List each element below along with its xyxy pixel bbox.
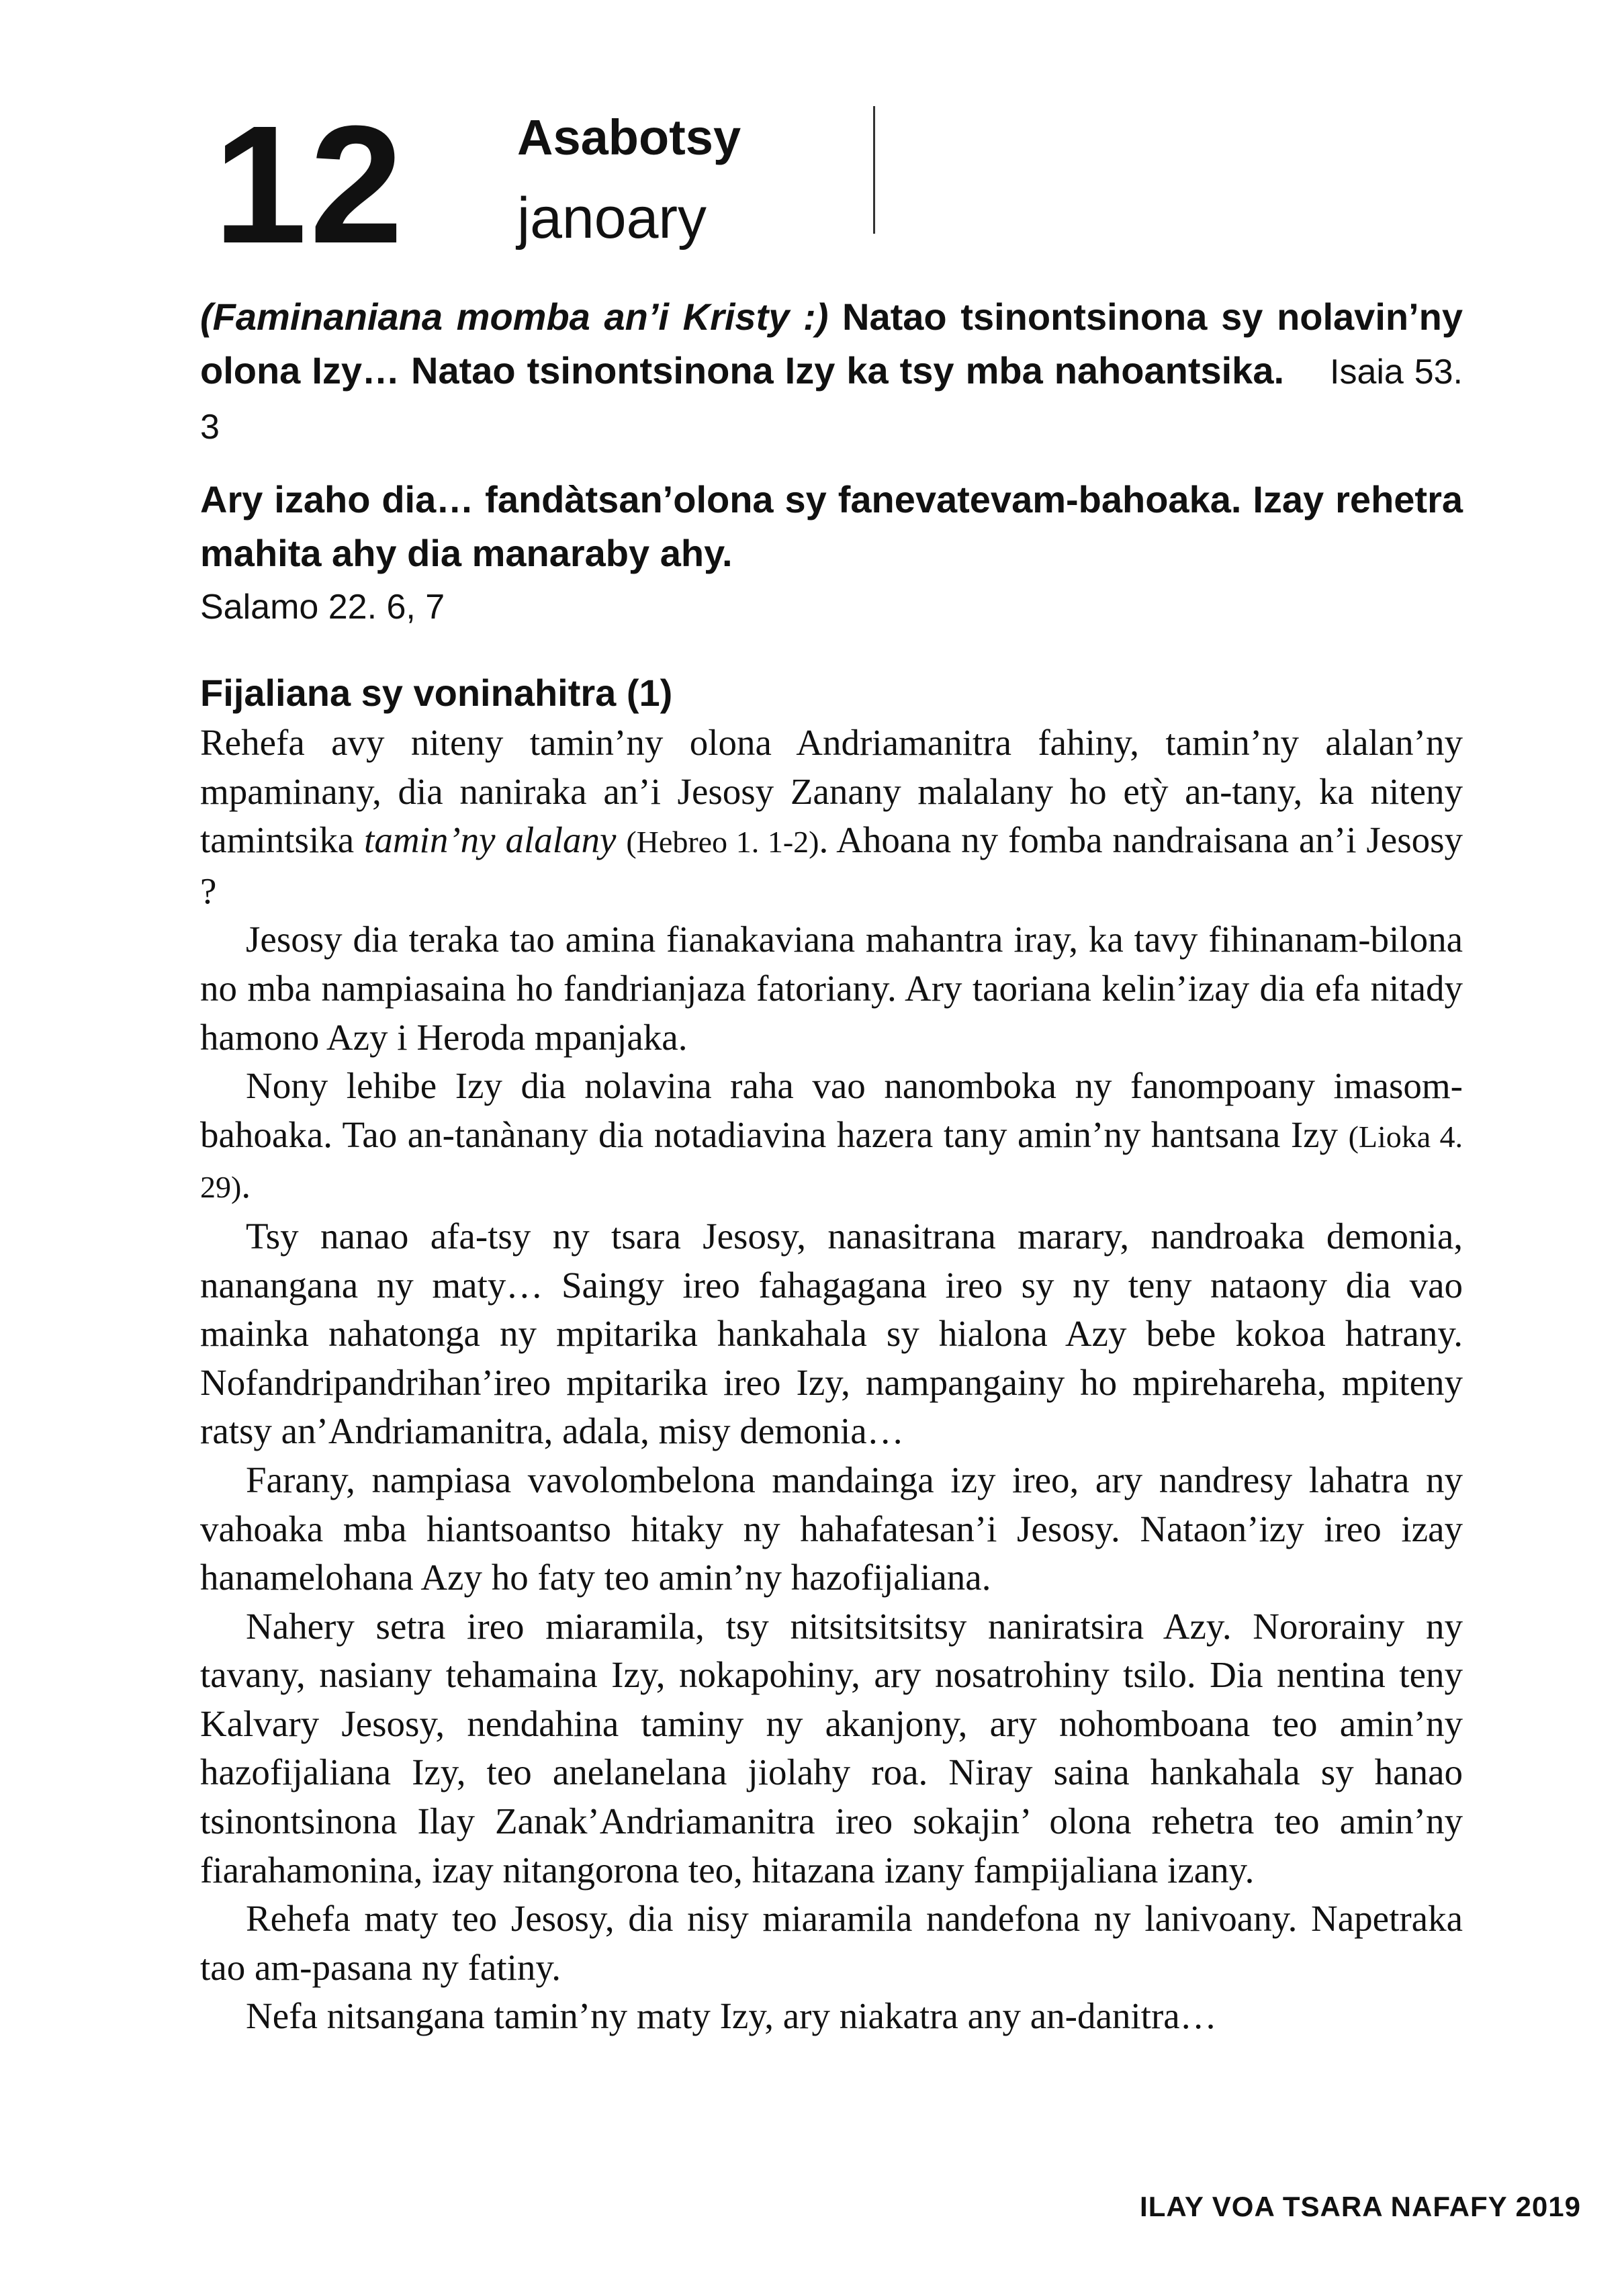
emphasis: tamin’ny alalany [364,819,617,861]
paragraph-4: Tsy nanao afa-tsy ny tsara Jesosy, nanasitrana marary, nandroaka demonia, nanangana ny maty… Saingy ireo fahagagana ireo sy ny teny nataony dia vao mainka nahatonga ny mpitarika hankahala sy hialona Azy bebe kokoa hatrany. Nofandripandrihan’ireo mpitarika ireo Izy, nampangainy ho mpireharehа, mpiteny ratsy an’Andriamanitra, adala, misy demonia… [200,1215,1463,1452]
verse-1-intro: (Faminaniana momba an’i Kristy :) [200,295,829,338]
day-number: 12 [214,91,406,278]
scripture-reference: (Hebreo 1. 1-2) [626,825,819,860]
paragraph-3: Nony lehibe Izy dia nolavina raha vao nanomboka ny fanompoany imasom-bahoaka. Tao an-tanànany dia notadiavina hazera tany amin’ny hantsana Izy (Lioka 4. 29). [200,1065,1463,1206]
verse-2 [200,473,1463,634]
verse-2-text: Ary izaho dia… fandàtsan’olona sy fanevatevam-bahoaka. Izay rehetra mahita ahy dia manaraby ahy. [200,478,1463,574]
paragraph-6: Nahery setra ireo miaramila, tsy nitsitsitsitsy naniratsira Azy. Nororainy ny tavany, nasiany tehamaina Izy, nokapohiny, ary nosatrohiny tsilo. Dia nentina teny Kalvary Jesosy, nendahina taminy ny akanjony, ary nohomboana teo amin’ny hazofijaliana Izy, teo anelanelana jiolahy roa. Niray saina hankahala sy hanao tsinontsinona Ilay Zanak’Andriamanitra ireo sokajin’ olona rehetra teo amin’ny fiarahamonina, izay nitangorona teo, hitazana izany fampijaliana izany. [200,1605,1463,1891]
verse-1-reference: Isaia 53. 3 [200,353,1463,447]
paragraph-7: Rehefa maty teo Jesosy, dia nisy miaramila nandefona ny lanivoany. Napetraka tao am-pasana ny fatiny. [200,1898,1463,1988]
paragraph-1: Rehefa avy niteny tamin’ny olona Andriamanitra fahiny, tamin’ny alalan’ny mpaminany, dia naniraka an’i Jesosy Zanany malalany ho etỳ an-tany, ka niteny tamintsika tamin’ny alalany (Hebreo 1. 1-2). Ahoana ny fomba nandraisana an’i Jesosy ? [200,722,1463,911]
header-divider [873,106,875,234]
article-body [200,719,1463,2041]
weekday: Asabotsy [517,109,741,165]
paragraph-8: Nefa nitsangana tamin’ny maty Izy, ary niakatra any an-danitra… [246,1995,1217,2037]
scripture-reference: (Lioka 4. 29) [200,1119,1463,1205]
verse-2-reference: Salamo 22. 6, 7 [200,588,445,627]
verse-1 [200,290,1463,454]
article-title: Fijaliana sy voninahitra (1) [200,672,673,714]
verse-1-text: Natao tsinontsinona sy nolavin’ny olona Izy… Natao tsinontsinona Izy ka tsy mba nahoantsika. [200,295,1463,392]
footer-publication: ILAY VOA TSARA NAFAFY 2019 [1140,2191,1581,2222]
paragraph-2: Jesosy dia teraka tao amina fianakaviana mahantra iray, ka tavy fihinanam-bilona no mba nampiasaina ho fandrianjaza fatoriany. Ary taoriana kelin’izay dia efa nitady hamono Azy i Heroda mpanjaka. [200,919,1463,1058]
month: janoary [517,186,707,251]
paragraph-5: Farany, nampiasa vavolombelona mandainga izy ireo, ary nandresy lahatra ny vahoaka mba hiantsoantso hitaky ny hahafatesan’i Jesosy. Nataon’izy ireo izay hanamelohana Azy ho faty teo amin’ny hazofijaliana. [200,1459,1463,1598]
